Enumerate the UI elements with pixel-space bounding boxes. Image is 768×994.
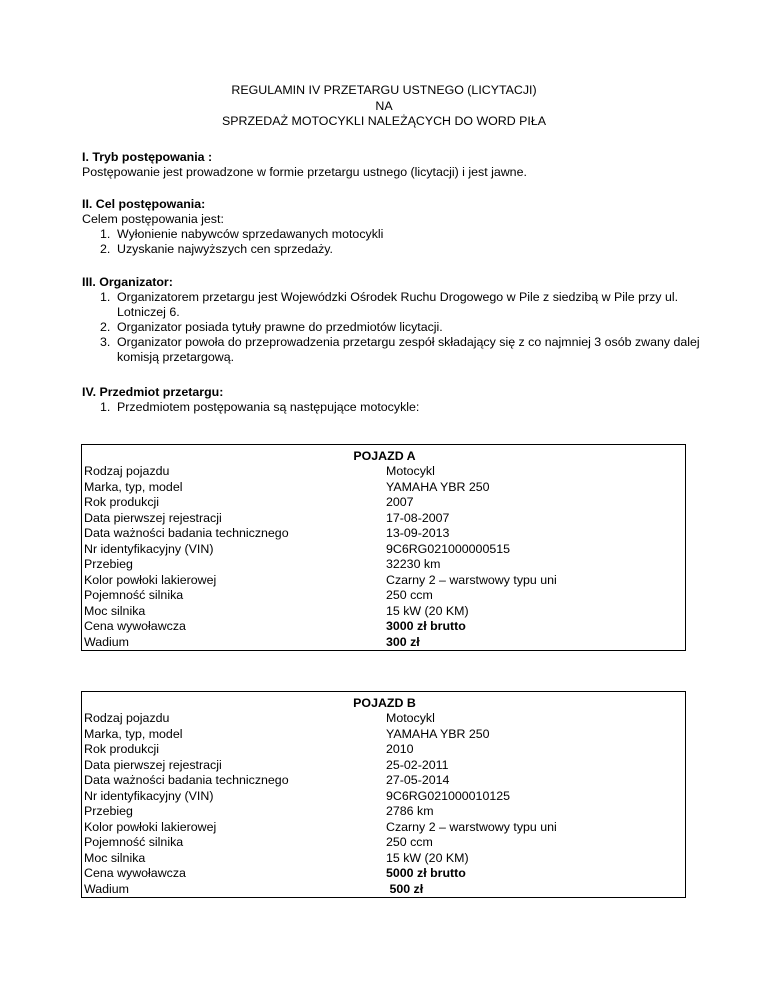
- list-text: Organizatorem przetargu jest Wojewódzki Ośrodek Ruchu Drogowego w Pile z siedzibą w Pile przy ul. Lotniczej 6.: [117, 290, 679, 319]
- section-heading: III. Organizator:: [82, 275, 173, 289]
- table-row: [82, 464, 686, 480]
- list-number: 1.: [100, 400, 111, 414]
- section-heading: IV. Przedmiot przetargu:: [82, 385, 224, 399]
- row-label: Rok produkcji: [84, 742, 160, 756]
- row-value: Motocykl: [386, 711, 435, 725]
- section-tryb: [82, 150, 692, 180]
- row-label: Data pierwszej rejestracji: [84, 510, 222, 525]
- table-caption-row: [82, 692, 686, 712]
- przedmiot-list: [82, 400, 692, 415]
- list-text: Organizator powoła do przeprowadzenia przetargu zespół składający się z co najmniej 3 osób zwany dalej komisją przetargową.: [117, 335, 700, 364]
- row-value: 9C6RG021000000515: [386, 541, 511, 556]
- row-label: Cena wywoławcza: [84, 619, 186, 633]
- list-number: 2.: [100, 242, 111, 256]
- title-line-1: REGULAMIN IV PRZETARGU USTNEGO (LICYTACJI): [231, 83, 537, 97]
- row-label: Kolor powłoki lakierowej: [84, 572, 217, 587]
- row-value-deposit: 300 zł: [386, 634, 420, 649]
- table-row: [82, 820, 686, 836]
- section-przedmiot: [82, 385, 692, 415]
- list-text: Uzyskanie najwyższych cen sprzedaży.: [117, 242, 334, 256]
- table-row: [82, 727, 686, 743]
- row-label: Nr identyfikacyjny (VIN): [84, 788, 214, 803]
- row-value-price: 5000 zł brutto: [386, 866, 466, 880]
- row-value: 2007: [386, 495, 414, 509]
- list-item: [82, 290, 687, 320]
- row-label: Nr identyfikacyjny (VIN): [84, 541, 214, 556]
- row-label: Rok produkcji: [84, 495, 160, 509]
- table-row: [82, 742, 686, 758]
- table-row: [82, 526, 686, 542]
- table-row: [82, 588, 686, 604]
- row-value: 250 ccm: [386, 588, 433, 602]
- section-cel: [82, 197, 692, 257]
- table-row: [82, 882, 686, 898]
- section-heading: I. Tryb postępowania :: [82, 150, 213, 164]
- title-line-2: NA: [375, 98, 393, 113]
- list-item: [82, 227, 692, 242]
- list-item: [82, 400, 692, 415]
- table-row: [82, 557, 686, 573]
- table-row: [82, 711, 686, 727]
- row-value: Czarny 2 – warstwowy typu uni: [386, 572, 557, 587]
- table-row: [82, 804, 686, 820]
- row-value: Czarny 2 – warstwowy typu uni: [386, 819, 557, 834]
- section-text: Postępowanie jest prowadzone w formie przetargu ustnego (licytacji) i jest jawne.: [82, 165, 527, 179]
- row-value: 27-05-2014: [386, 773, 450, 787]
- row-value-deposit: 500 zł: [386, 881, 424, 896]
- list-item: [82, 320, 692, 335]
- table-row: [82, 495, 686, 511]
- row-label: Przebieg: [84, 557, 133, 571]
- row-label: Moc silnika: [84, 850, 146, 865]
- section-heading: II. Cel postępowania:: [82, 197, 206, 211]
- row-label: Data ważności badania technicznego: [84, 773, 289, 787]
- row-value-price: 3000 zł brutto: [386, 619, 466, 633]
- table-row: [82, 542, 686, 558]
- table-row: [82, 635, 686, 651]
- row-label: Data pierwszej rejestracji: [84, 757, 222, 772]
- row-label: Marka, typ, model: [84, 726, 183, 741]
- row-value: Motocykl: [386, 464, 435, 478]
- list-text: Przedmiotem postępowania są następujące motocykle:: [117, 400, 420, 414]
- row-value: YAMAHA YBR 250: [386, 726, 490, 741]
- row-value: 2786 km: [386, 804, 434, 818]
- list-number: 3.: [100, 335, 111, 349]
- row-value: 13-09-2013: [386, 526, 450, 540]
- row-value: 17-08-2007: [386, 510, 450, 525]
- row-value: 15 kW (20 KM): [386, 850, 469, 865]
- table-row: [82, 789, 686, 805]
- table-caption-row: [82, 445, 686, 465]
- row-value: YAMAHA YBR 250: [386, 479, 490, 494]
- list-number: 1.: [100, 290, 111, 304]
- list-text: Organizator posiada tytuły prawne do przedmiotów licytacji.: [117, 320, 443, 334]
- table-row: [82, 773, 686, 789]
- title-line-3: SPRZEDAŻ MOTOCYKLI NALEŻĄCYCH DO WORD PIŁA: [221, 114, 547, 128]
- list-number: 1.: [100, 227, 111, 241]
- row-value: 25-02-2011: [386, 757, 449, 772]
- list-item: [82, 242, 692, 257]
- table-row: [82, 511, 686, 527]
- row-label: Kolor powłoki lakierowej: [84, 819, 217, 834]
- vehicle-b-caption: POJAZD B: [353, 696, 416, 710]
- table-row: [82, 866, 686, 882]
- list-number: 2.: [100, 320, 111, 334]
- row-label: Rodzaj pojazdu: [84, 711, 170, 725]
- table-row: [82, 604, 686, 620]
- vehicle-b-table: [81, 691, 686, 898]
- row-label: Pojemność silnika: [84, 588, 184, 602]
- row-value: 32230 km: [386, 557, 441, 571]
- table-row: [82, 573, 686, 589]
- row-label: Moc silnika: [84, 603, 146, 618]
- vehicle-a-table: [81, 444, 686, 651]
- row-value: 250 ccm: [386, 835, 433, 849]
- organizator-list: [82, 290, 700, 365]
- row-value: 2010: [386, 742, 414, 756]
- cel-list: [82, 227, 692, 257]
- section-intro: Celem postępowania jest:: [82, 212, 224, 226]
- row-label: Rodzaj pojazdu: [84, 464, 170, 478]
- row-label: Data ważności badania technicznego: [84, 526, 289, 540]
- row-label: Cena wywoławcza: [84, 866, 186, 880]
- row-label: Przebieg: [84, 804, 133, 818]
- row-label: Wadium: [84, 881, 129, 896]
- table-row: [82, 619, 686, 635]
- row-label: Wadium: [84, 634, 129, 649]
- row-value: 15 kW (20 KM): [386, 603, 469, 618]
- table-row: [82, 851, 686, 867]
- table-row: [82, 480, 686, 496]
- document-title: [0, 83, 768, 130]
- list-item: [82, 335, 707, 365]
- section-organizator: [82, 275, 700, 365]
- row-label: Pojemność silnika: [84, 835, 184, 849]
- row-label: Marka, typ, model: [84, 479, 183, 494]
- table-row: [82, 835, 686, 851]
- table-row: [82, 758, 686, 774]
- list-text: Wyłonienie nabywców sprzedawanych motocykli: [117, 227, 384, 241]
- vehicle-a-caption: POJAZD A: [353, 449, 416, 463]
- row-value: 9C6RG021000010125: [386, 788, 511, 803]
